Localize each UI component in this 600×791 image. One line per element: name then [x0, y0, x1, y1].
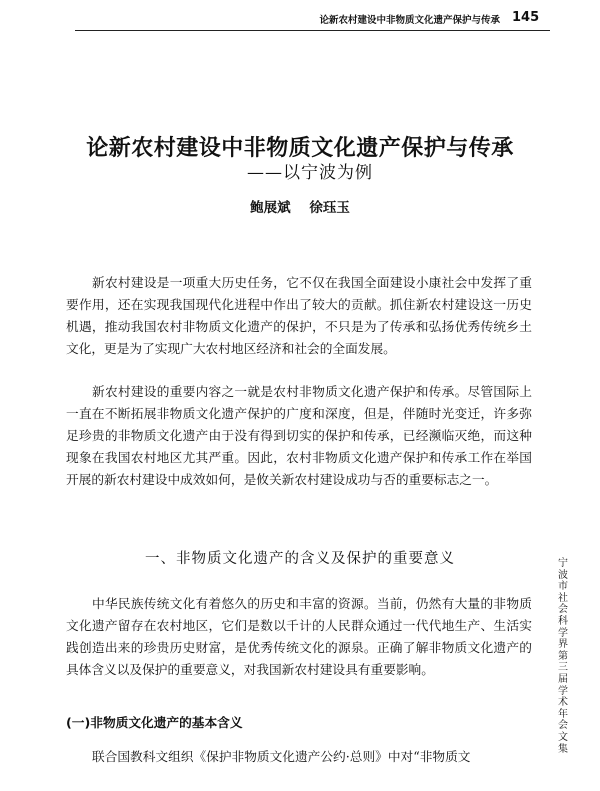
- margin-side-label: 宁波市社会科学界第三届学术年会文集: [558, 558, 568, 755]
- body-paragraph-4: 联合国教科文组织《保护非物质文化遗产公约·总则》中对“非物质文: [92, 749, 471, 764]
- subsection-heading: (一)非物质文化遗产的基本含义: [66, 715, 243, 730]
- body-paragraph-1: 新农村建设是一项重大历史任务，它不仅在我国全面建设小康社会中发挥了重要作用，还在实现我国现代化进程中作出了较大的贡献。抓住新农村建设这一历史机遇，推动我国农村非物质文化遗产的保护，不只是为了传承和弘扬优秀传统乡土文化，更是为了实现广大农村地区经济和社会的全面发展。: [66, 275, 532, 356]
- article-subtitle: ——以宁波为例: [247, 163, 373, 183]
- article-title: 论新农村建设中非物质文化遗产保护与传承: [86, 135, 514, 161]
- page-number: 145: [512, 10, 540, 25]
- article-authors: 鲍展斌 徐珏玉: [250, 200, 350, 216]
- running-head: 论新农村建设中非物质文化遗产保护与传承: [319, 15, 500, 26]
- section-heading: 一、非物质文化遗产的含义及保护的重要意义: [145, 551, 455, 567]
- body-paragraph-2: 新农村建设的重要内容之一就是农村非物质文化遗产保护和传承。尽管国际上一直在不断拓展非物质文化遗产保护的广度和深度，但是，伴随时光变迁，许多弥足珍贵的非物质文化遗产由于没有得到切实的保护和传承，已经濒临灭绝，而这种现象在我国农村地区尤其严重。因此，农村非物质文化遗产保护和传承工作在举国开展的新农村建设中成效如何，是攸关新农村建设成功与否的重要标志之一。: [66, 384, 532, 487]
- header-rule: [75, 30, 550, 31]
- body-paragraph-3: 中华民族传统文化有着悠久的历史和丰富的资源。当前，仍然有大量的非物质文化遗产留存在农村地区，它们是数以千计的人民群众通过一代代地生产、生活实践创造出来的珍贵历史财富，是优秀传统文化的源泉。正确了解非物质文化遗产的具体含义以及保护的重要意义，对我国新农村建设具有重要影响。: [66, 596, 532, 677]
